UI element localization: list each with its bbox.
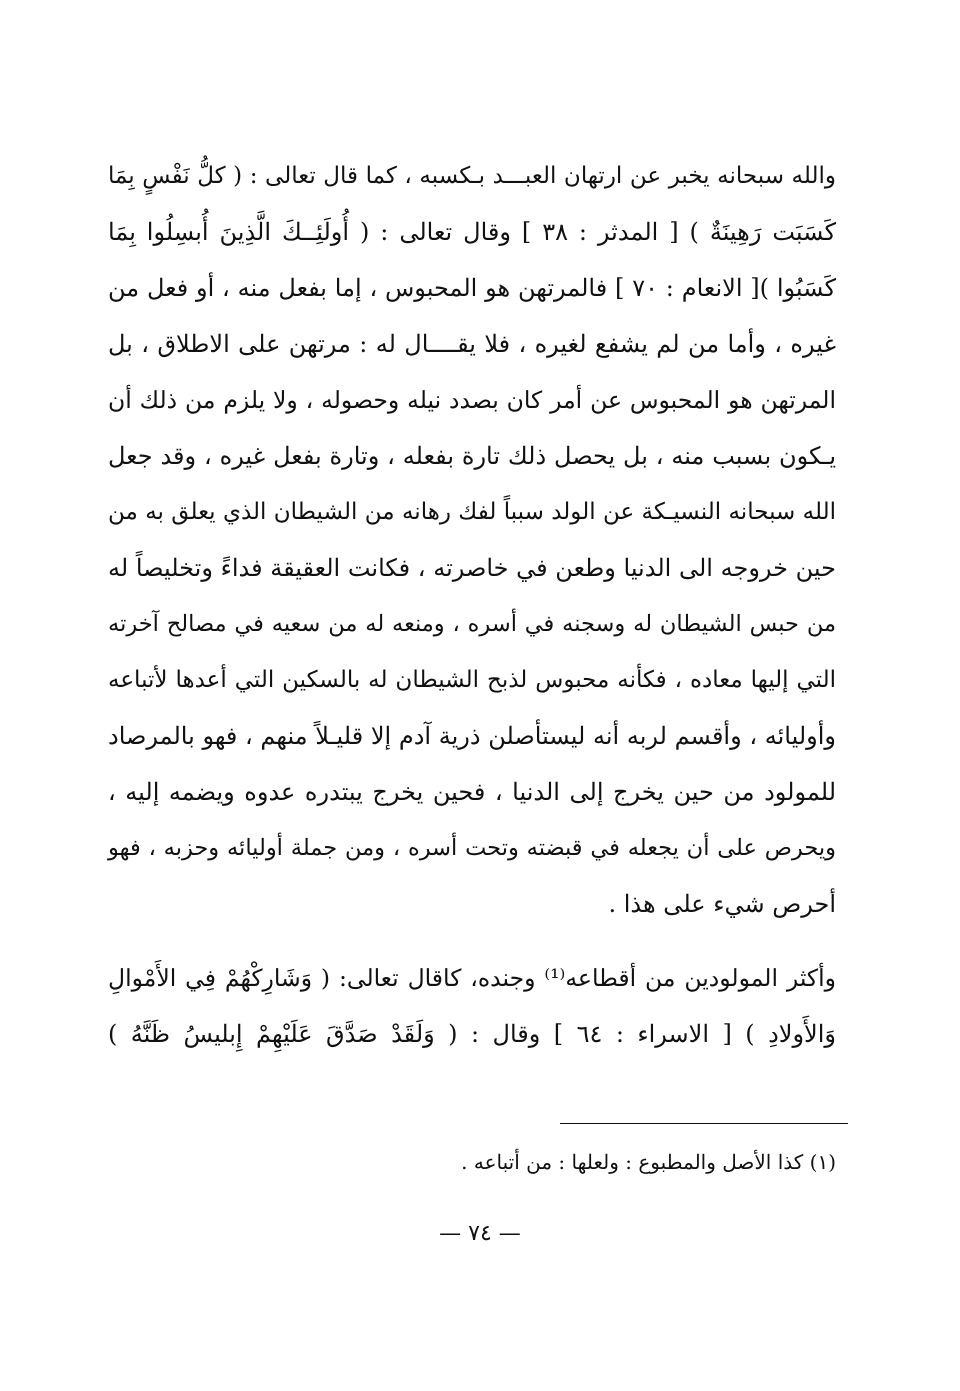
text-line: ويحرص على أن يجعله في قبضته وتحت أسره ، ومن جملة أوليائه وحزبه ، فهو (108, 835, 836, 861)
text-line: التي إليها معاده ، فكأنه محبوس لذبح الشيطان له بالسكين التي أعدها لأتباعه (108, 667, 836, 693)
text-line: كَسَبُوا )[ الانعام : ٧٠ ] فالمرتهن هو المحبوس ، إما بفعل منه ، أو فعل من (108, 274, 836, 302)
page-number: — ٧٤ — (439, 1221, 521, 1246)
text-line: وأوليائه ، وأقسم لربه أنه ليستأصلن ذرية آدم إلا قليـلاً منهم ، فهو بالمرصاد (108, 722, 836, 750)
text-line: وَالأَولادِ ) [ الاسراء : ٦٤ ] وقال : ( وَلَقَدْ صَدَّقَ عَلَيْهِمْ إِبليسُ ظَنَّهُ ) (108, 1020, 836, 1048)
text-line: والله سبحانه يخبر عن ارتهان العبـــد بـكسبه ، كما قال تعالى : ( كلُّ نَفْسٍ بِمَا (108, 163, 836, 189)
text-line: للمولود من حين يخرج إلى الدنيا ، فحين يخرج يبتدره عدوه ويضمه إليه ، (108, 778, 836, 806)
text-line: وأكثر المولودين من أقطاعه⁽¹⁾ وجنده، كاقال تعالى: ( وَشَارِكْهُمْ فِي الأَمْوالِ (108, 964, 836, 992)
text-line: يـكون بسبب منه ، بل يحصل ذلك تارة بفعله ، وتارة بفعل غيره ، وقد جعل (108, 442, 837, 470)
text-line: أحرص شيء على هذا . (608, 890, 836, 918)
main-text (108, 148, 836, 1062)
text-line: من حبس الشيطان له وسجنه في أسره ، ومنعه له من سعيه في مصالح آخرته (108, 611, 836, 637)
text-line: حين خروجه الى الدنيا وطعن في خاصرته ، فكانت العقيقة فداءً وتخليصاً له (108, 554, 836, 582)
footnote: (١) كذا الأصل والمطبوع : ولعلها : من أتباعه . (461, 1150, 836, 1174)
footnote-separator (560, 1123, 848, 1124)
paragraph-1 (108, 148, 836, 932)
paragraph-spacer (108, 932, 836, 950)
text-line: المرتهن هو المحبوس عن أمر كان بصدد نيله وحصوله ، ولا يلزم من ذلك أن (108, 386, 836, 414)
text-line: غيره ، وأما من لم يشفع لغيره ، فلا يقــــال له : مرتهن على الاطلاق ، بل (108, 330, 836, 358)
text-line: كَسَبَت رَهِينَةٌ ) [ المدثر : ٣٨ ] وقال تعالى : ( أُولَئِــكَ الَّذِينَ أُبسِلُوا بِمَا (108, 218, 837, 246)
text-line: الله سبحانه النسيـكة عن الولد سبباً لفك رهانه من الشيطان الذي يعلق به من (108, 499, 836, 525)
paragraph-2 (108, 950, 836, 1062)
